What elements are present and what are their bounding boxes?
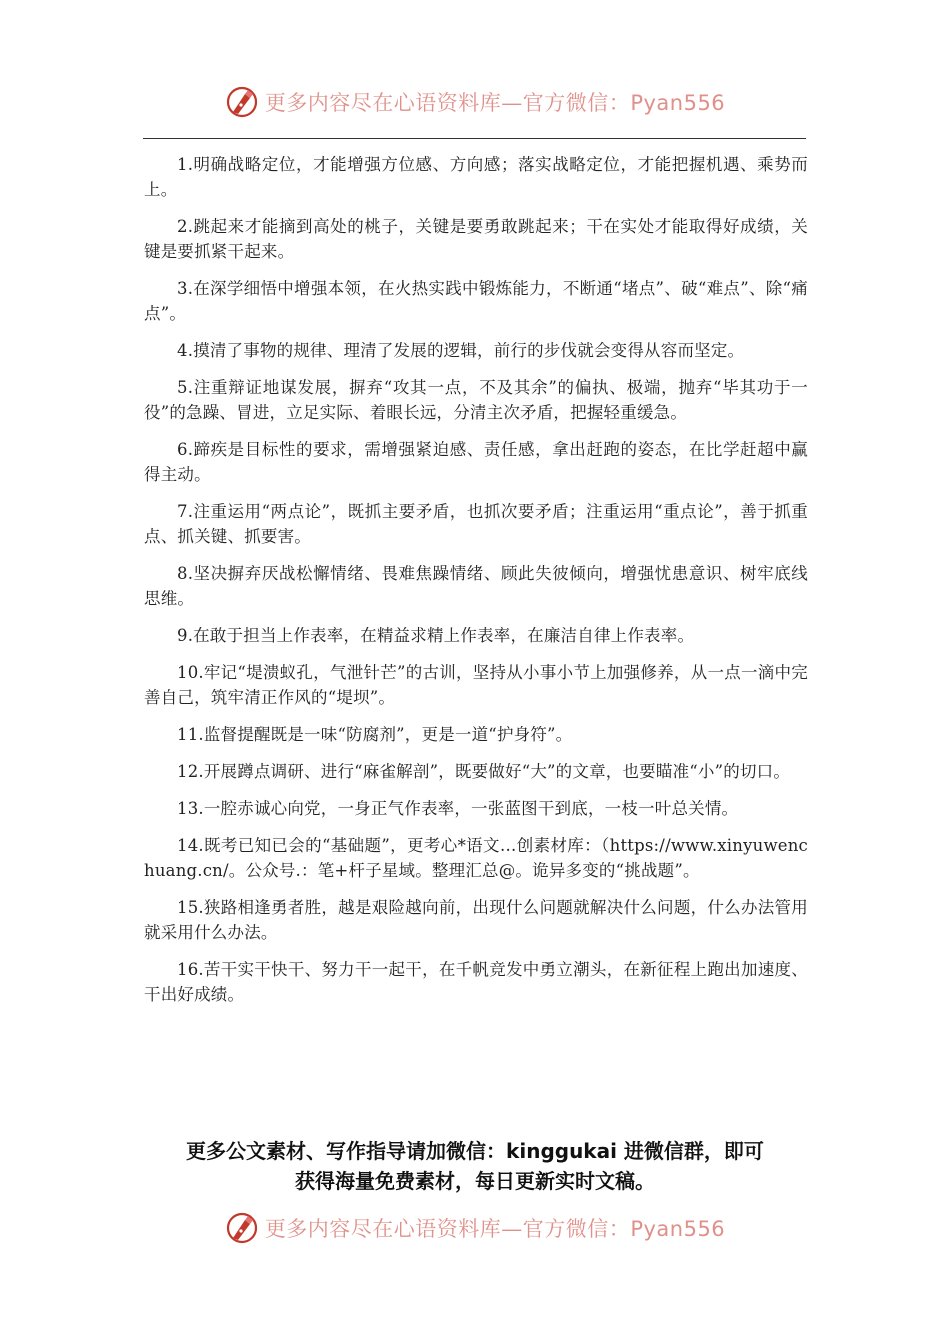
list-item: 16.苦干实干快干、努力干一起干，在千帆竞发中勇立潮头，在新征程上跑出加速度、干出好成绩。 — [144, 960, 808, 1004]
pen-nib-logo-icon — [225, 1211, 259, 1245]
list-item: 12.开展蹲点调研、进行“麻雀解剖”，既要做好“大”的文章，也要瞄准“小”的切口。 — [177, 762, 791, 781]
pen-nib-logo-icon — [225, 85, 259, 119]
header-divider — [143, 138, 806, 139]
list-item: 10.牢记“堤溃蚁孔，气泄针芒”的古训，坚持从小事小节上加强修养，从一点一滴中完善自己，筑牢清正作风的“堤坝”。 — [144, 663, 808, 707]
list-item: 3.在深学细悟中增强本领，在火热实践中锻炼能力，不断通“堵点”、破“难点”、除“痛点”。 — [144, 279, 808, 323]
footer-wechat-id: Pyan556 — [630, 1217, 726, 1241]
list-item: 8.坚决摒弃厌战松懈情绪、畏难焦躁情绪、顾此失彼倾向，增强忧患意识、树牢底线思维。 — [144, 564, 808, 608]
footer-banner-text: 更多内容尽在心语资料库—官方微信：Pyan556 — [264, 1217, 726, 1241]
header-wechat-id: Pyan556 — [630, 91, 726, 115]
header-banner — [0, 82, 950, 122]
promo-line-2: 获得海量免费素材，每日更新实时文稿。 — [295, 1169, 655, 1193]
list-item: 13.一腔赤诚心向党，一身正气作表率，一张蓝图干到底，一枝一叶总关情。 — [177, 799, 739, 818]
footer-banner — [0, 1208, 950, 1248]
header-banner-text: 更多内容尽在心语资料库—官方微信：Pyan556 — [264, 91, 726, 115]
list-item: 4.摸清了事物的规律、理清了发展的逻辑，前行的步伐就会变得从容而坚定。 — [177, 341, 745, 360]
list-item: 11.监督提醒既是一味“防腐剂”，更是一道“护身符”。 — [177, 725, 573, 744]
list-item: 5.注重辩证地谋发展，摒弃“攻其一点，不及其余”的偏执、极端，抛弃“毕其功于一役”的急躁、冒进，立足实际、着眼长远，分清主次矛盾，把握轻重缓急。 — [144, 378, 808, 422]
list-item: 2.跳起来才能摘到高处的桃子，关键是要勇敢跳起来；干在实处才能取得好成绩，关键是要抓紧干起来。 — [144, 217, 808, 261]
list-item: 15.狭路相逢勇者胜，越是艰险越向前，出现什么问题就解决什么问题，什么办法管用就采用什么办法。 — [144, 898, 808, 942]
list-item: 7.注重运用“两点论”，既抓主要矛盾，也抓次要矛盾；注重运用“重点论”，善于抓重点、抓关键、抓要害。 — [144, 502, 808, 546]
promo-line-1: 更多公文素材、写作指导请加微信：kinggukai 进微信群，即可 — [186, 1139, 764, 1163]
list-item: 9.在敢于担当上作表率，在精益求精上作表率，在廉洁自律上作表率。 — [177, 626, 695, 645]
list-item: 6.蹄疾是目标性的要求，需增强紧迫感、责任感，拿出赶跑的姿态，在比学赶超中赢得主动。 — [144, 440, 808, 484]
wechat-promo-notice — [120, 1136, 830, 1196]
list-item: 14.既考已知已会的“基础题”，更考心*语文…创素材库：（https://www.xinyuwenchuang.cn/。公众号.：笔+杆子星域。整理汇总@。诡异多变的“挑战题”。 — [144, 836, 808, 880]
list-item: 1.明确战略定位，才能增强方位感、方向感；落实战略定位，才能把握机遇、乘势而上。 — [144, 155, 808, 199]
document-body — [144, 152, 808, 1019]
